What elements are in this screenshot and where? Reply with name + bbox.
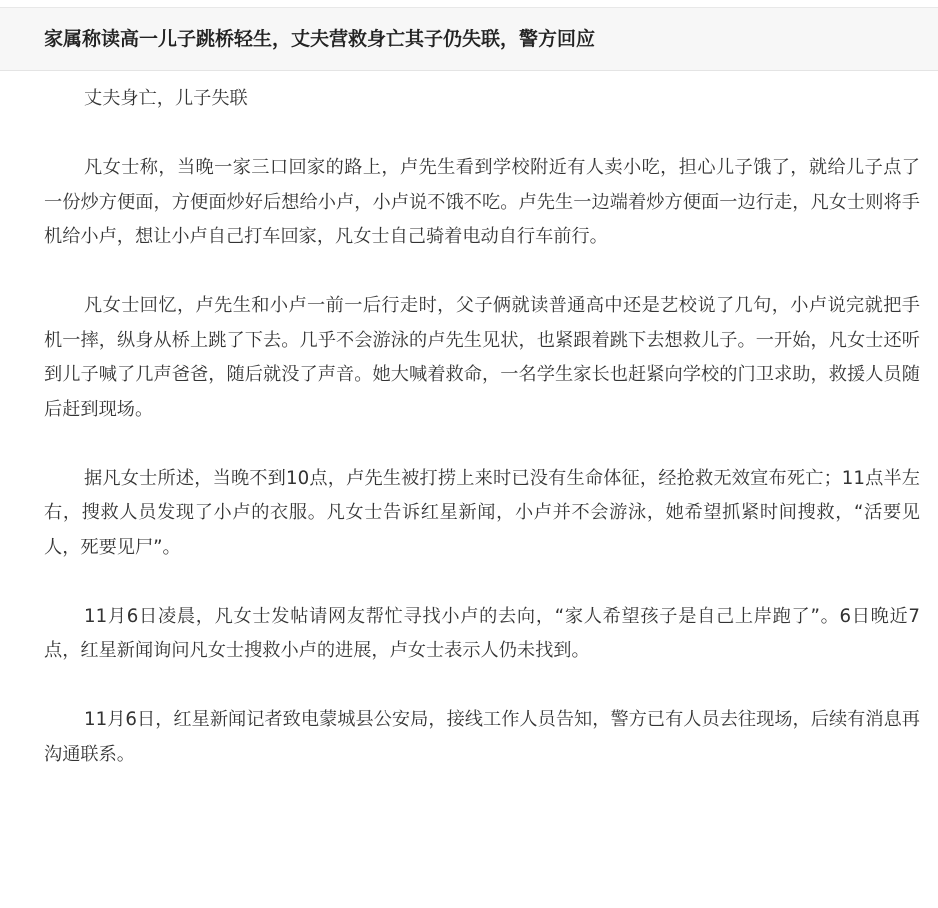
paragraph-gap [44,255,920,290]
paragraph-gap [44,117,920,152]
paragraph-1: 凡女士称，当晚一家三口回家的路上，卢先生看到学校附近有人卖小吃，担心儿子饿了，就给儿子点了一份炒方便面，方便面炒好后想给小卢，小卢说不饿不吃。卢先生一边端着炒方便面一边行走，凡女士则将手机给小卢，想让小卢自己打车回家，凡女士自己骑着电动自行车前行。 [44,157,920,247]
subheading-paragraph: 丈夫身亡，儿子失联 [84,88,248,109]
paragraph-gap [44,427,920,462]
paragraph-gap [44,669,920,704]
article-title: 家属称读高一儿子跳桥轻生，丈夫营救身亡其子仍失联，警方回应 [44,28,596,50]
paragraph-4: 11月6日凌晨，凡女士发帖请网友帮忙寻找小卢的去向，“家人希望孩子是自己上岸跑了”。6日晚近7点，红星新闻询问凡女士搜救小卢的进展，卢女士表示人仍未找到。 [44,605,920,661]
paragraph-3: 据凡女士所述，当晚不到10点，卢先生被打捞上来时已没有生命体征，经抢救无效宣布死亡；11点半左右，搜救人员发现了小卢的衣服。凡女士告诉红星新闻，小卢并不会游泳，她希望抓紧时间搜救，“活要见人，死要见尸”。 [44,467,920,558]
paragraph-gap [44,565,920,600]
paragraph-2: 凡女士回忆，卢先生和小卢一前一后行走时，父子俩就读普通高中还是艺校说了几句，小卢说完就把手机一摔，纵身从桥上跳了下去。几乎不会游泳的卢先生见状，也紧跟着跳下去想救儿子。一开始，凡女士还听到儿子喊了几声爸爸，随后就没了声音。她大喊着救命，一名学生家长也赶紧向学校的门卫求助，救援人员随后赶到现场。 [44,295,920,420]
article-header [0,8,938,71]
article-body [44,82,920,772]
paragraph-5: 11月6日，红星新闻记者致电蒙城县公安局，接线工作人员告知，警方已有人员去往现场，后续有消息再沟通联系。 [44,709,920,765]
